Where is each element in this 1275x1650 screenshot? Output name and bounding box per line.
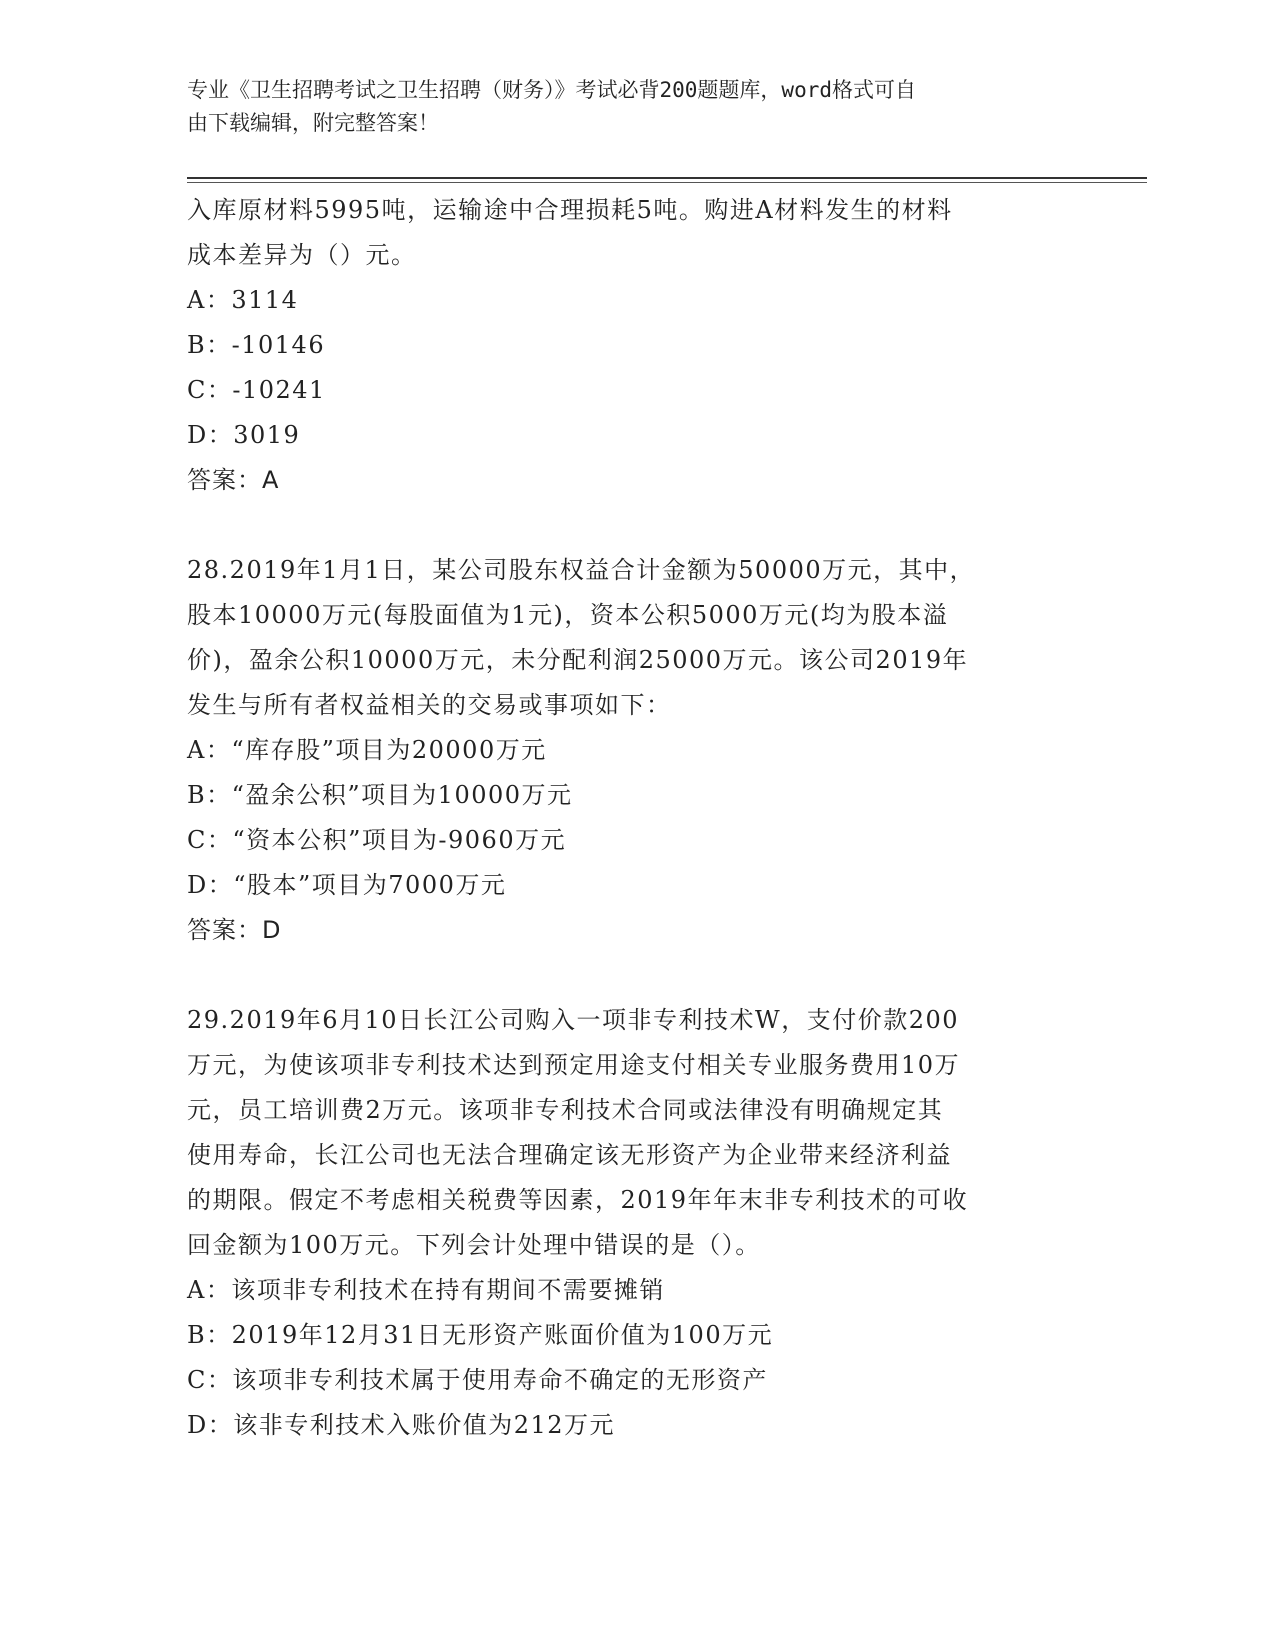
question-27	[187, 188, 1067, 503]
question-29-option-c: C：该项非专利技术属于使用寿命不确定的无形资产	[187, 1366, 768, 1394]
question-27-option-b: B：-10146	[187, 331, 326, 359]
document-body	[187, 188, 1067, 1448]
question-28-option-d: D：“股本”项目为7000万元	[187, 871, 507, 899]
question-29-stem-line-5: 的期限。假定不考虑相关税费等因素，2019年年末非专利技术的可收	[187, 1186, 969, 1214]
question-27-answer: 答案：A	[187, 466, 280, 494]
question-29-option-a: A：该项非专利技术在持有期间不需要摊销	[187, 1276, 665, 1304]
header-title-line-1: 专业《卫生招聘考试之卫生招聘（财务）》考试必背200题题库，word格式可自	[187, 78, 916, 102]
question-27-option-c: C：-10241	[187, 376, 326, 404]
question-29-stem-line-1: 29.2019年6月10日长江公司购入一项非专利技术W，支付价款200	[187, 1006, 960, 1034]
question-29-stem-line-2: 万元，为使该项非专利技术达到预定用途支付相关专业服务费用10万	[187, 1051, 961, 1079]
question-28-stem-line-3: 价)，盈余公积10000万元，未分配利润25000万元。该公司2019年	[187, 646, 969, 674]
question-28-option-c: C：“资本公积”项目为-9060万元	[187, 826, 567, 854]
question-29-stem-line-4: 使用寿命，长江公司也无法合理确定该无形资产为企业带来经济利益	[187, 1141, 952, 1169]
question-29-stem-line-3: 元，员工培训费2万元。该项非专利技术合同或法律没有明确规定其	[187, 1096, 944, 1124]
question-27-stem-line-1: 入库原材料5995吨，运输途中合理损耗5吨。购进A材料发生的材料	[187, 196, 953, 224]
header-divider-thick	[187, 177, 1147, 179]
question-27-option-a: A：3114	[187, 286, 299, 314]
header-divider-thin	[187, 182, 1147, 183]
question-29-option-d: D：该非专利技术入账价值为212万元	[187, 1411, 616, 1439]
question-28-stem-line-2: 股本10000万元(每股面值为1元)，资本公积5000万元(均为股本溢	[187, 601, 949, 629]
document-header	[187, 74, 1067, 140]
spacer	[187, 953, 1067, 998]
question-28-stem-line-4: 发生与所有者权益相关的交易或事项如下：	[187, 691, 672, 719]
question-28	[187, 548, 1067, 953]
question-27-stem-line-2: 成本差异为（）元。	[187, 241, 417, 269]
question-28-stem-line-1: 28.2019年1月1日，某公司股东权益合计金额为50000万元，其中，	[187, 556, 976, 584]
question-28-option-a: A：“库存股”项目为20000万元	[187, 736, 547, 764]
question-28-answer: 答案：D	[187, 916, 282, 944]
question-27-option-d: D：3019	[187, 421, 301, 449]
question-28-option-b: B：“盈余公积”项目为10000万元	[187, 781, 573, 809]
spacer	[187, 503, 1067, 548]
question-29	[187, 998, 1067, 1448]
header-title-line-2: 由下载编辑，附完整答案！	[187, 111, 439, 135]
question-29-stem-line-6: 回金额为100万元。下列会计处理中错误的是（）。	[187, 1231, 761, 1259]
question-29-option-b: B：2019年12月31日无形资产账面价值为100万元	[187, 1321, 774, 1349]
